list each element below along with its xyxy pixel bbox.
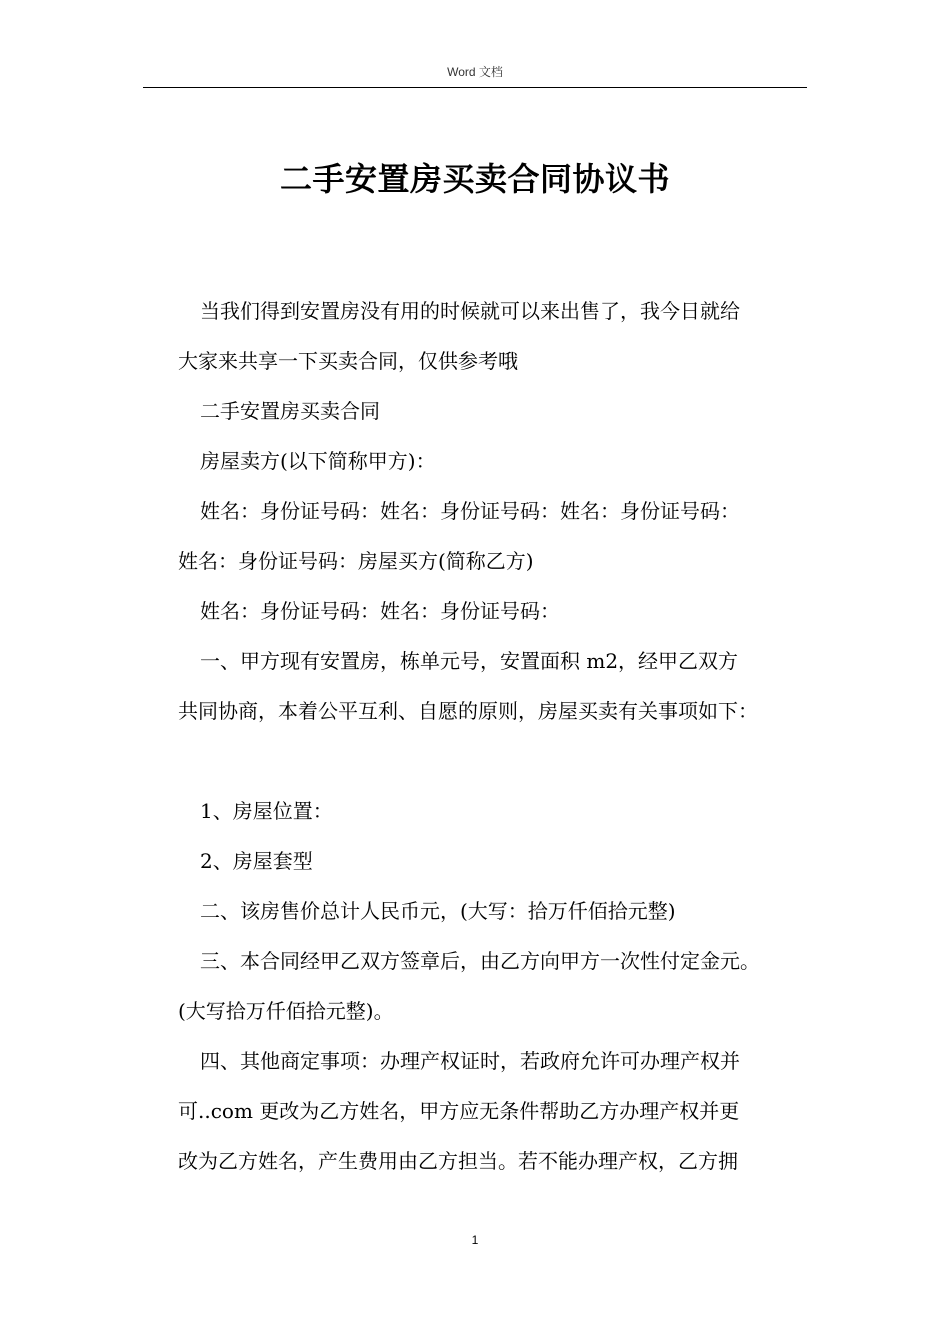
paragraph-line: 姓名：身份证号码：姓名：身份证号码： <box>200 599 560 623</box>
paragraph-line: 一、甲方现有安置房，栋单元号，安置面积 m2，经甲乙双方 <box>200 649 739 673</box>
paragraph-line: 二手安置房买卖合同 <box>200 399 380 423</box>
page-header: Word 文档 <box>447 65 503 79</box>
paragraph-line: 四、其他商定事项：办理产权证时，若政府允许可办理产权并 <box>200 1049 740 1073</box>
blank-line <box>178 736 808 786</box>
paragraph-line: 可..com 更改为乙方姓名，甲方应无条件帮助乙方办理产权并更 <box>178 1099 740 1123</box>
document-title: 二手安置房买卖合同协议书 <box>279 160 670 198</box>
paragraph-line: 共同协商，本着公平互利、自愿的原则，房屋买卖有关事项如下： <box>178 699 758 723</box>
header-divider <box>143 87 807 88</box>
paragraph-line: 改为乙方姓名，产生费用由乙方担当。若不能办理产权，乙方拥 <box>178 1149 738 1173</box>
paragraph-line: 姓名：身份证号码：姓名：身份证号码：姓名：身份证号码： <box>200 499 740 523</box>
paragraph-line: 二、该房售价总计人民币元，(大写：拾万仟佰拾元整) <box>200 899 676 923</box>
paragraph-line: 姓名：身份证号码：房屋买方(简称乙方) <box>178 549 534 573</box>
paragraph-line: (大写拾万仟佰拾元整)。 <box>178 999 394 1023</box>
paragraph-line: 当我们得到安置房没有用的时候就可以来出售了，我今日就给 <box>200 299 740 323</box>
paragraph-line: 三、本合同经甲乙双方签章后，由乙方向甲方一次性付定金元。 <box>200 949 760 973</box>
paragraph-line: 2、房屋套型 <box>200 849 313 873</box>
page-number: 1 <box>471 1233 479 1247</box>
paragraph-line: 房屋卖方(以下简称甲方)： <box>200 449 436 473</box>
paragraph-line: 1、房屋位置： <box>200 799 333 823</box>
paragraph-line: 大家来共享一下买卖合同，仅供参考哦 <box>178 349 518 373</box>
document-body <box>178 286 808 1186</box>
